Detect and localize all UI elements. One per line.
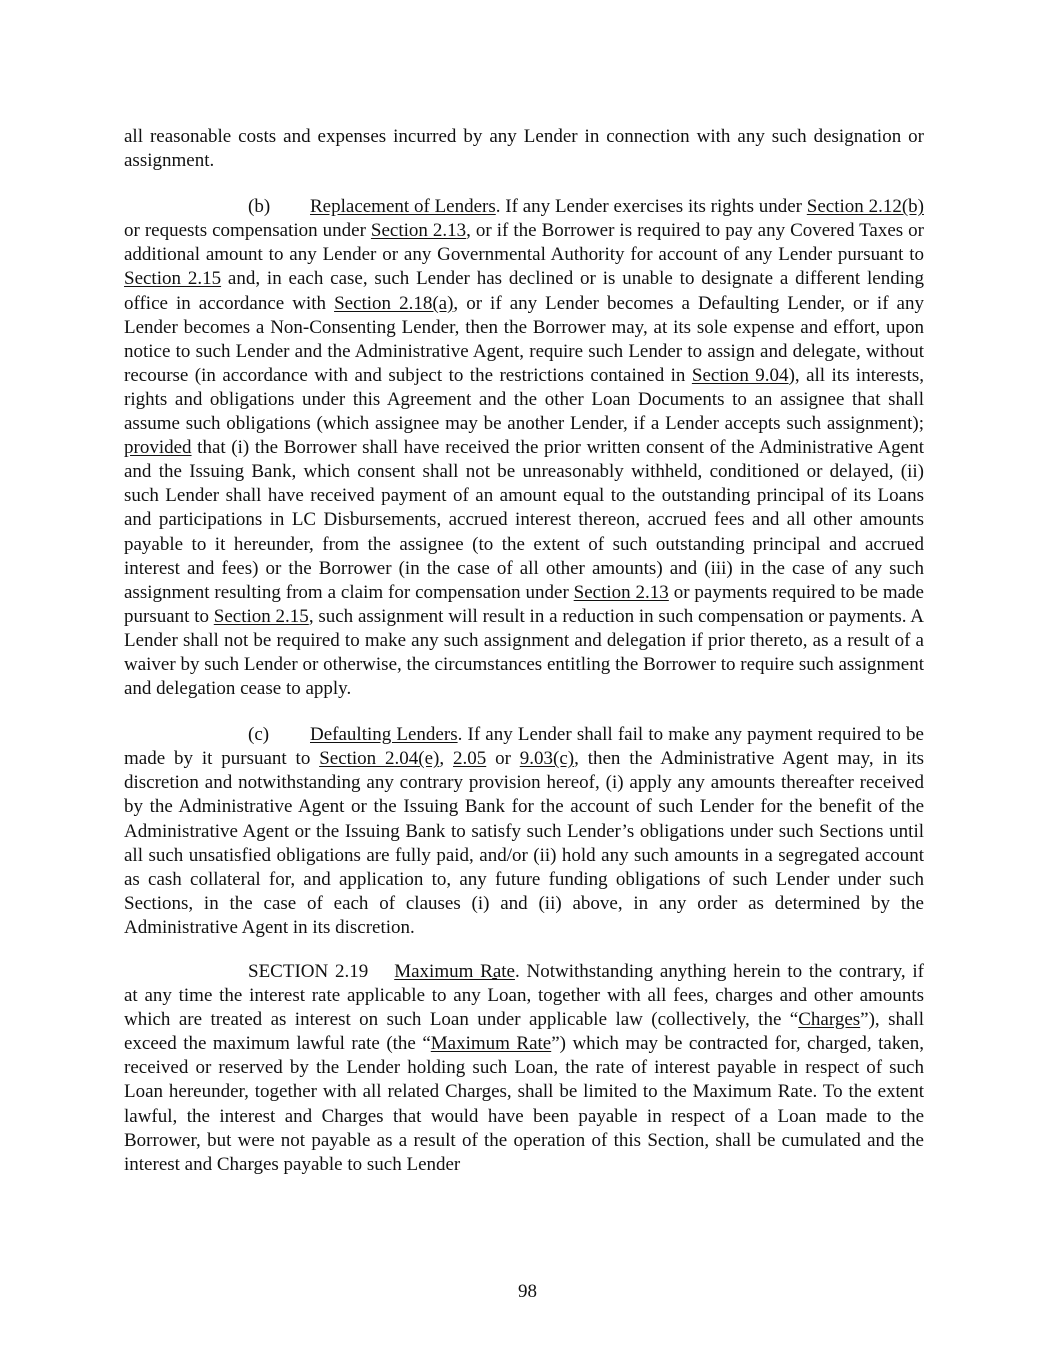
section-ref-2-15-second: Section 2.15 [213, 605, 309, 627]
section-tab-leader [368, 960, 394, 984]
section-ref-2-18-a: Section 2.18(a) [334, 292, 454, 314]
section-ref-2-12-b: Section 2.12(b) [806, 196, 924, 218]
page-number: 98 [518, 1281, 537, 1302]
section-ref-2-13: Section 2.13 [370, 220, 467, 242]
document-page [124, 125, 924, 1177]
heading-replacement-of-lenders: Replacement of Lenders [310, 196, 496, 218]
section-ref-2-15: Section 2.15 [124, 268, 222, 290]
section-ref-9-03-c: 9.03(c) [519, 748, 575, 770]
clause-label-c: (c) [248, 724, 270, 746]
section-ref-2-13-second: Section 2.13 [573, 581, 669, 603]
paragraph-b: (b) Replacement of Lenders. If any Lender exercises its rights under Section 2.12(b) or requests compensation under Section 2.13, or if the Borrower is required to pay any Covered Taxes or additional amount to any Lender or any Governmental Authority for account of any Lender pursuant to Section 2.15 and, in each case, such Lender has declined or is unable to designate a different lending office in accordance with Section 2.18(a), or if any Lender becomes a Defaulting Lender, or if any Lender becomes a Non-Consenting Lender, then the Borrower may, at its sole expense and effort, upon notice to such Lender and the Administrative Agent, require such Lender to assign and delegate, without recourse (in accordance with and subject to the restrictions contained in Section 9.04), all its interests, rights and obligations under this Agreement and the other Loan Documents to an assignee that shall assume such obligations (which assignee may be another Lender, if a Lender accepts such assignment); provided that (i) the Borrower shall have received the prior written consent of the Administrative Agent and the Issuing Bank, which consent shall not be unreasonably withheld, conditioned or delayed, (ii) such Lender shall have received payment of an amount equal to the outstanding principal of its Loans and participations in LC Disbursements, accrued interest thereon, accrued fees and all other amounts payable to it hereunder, from the assignee (to the extent of such outstanding principal and accrued interest and fees) or the Borrower (in the case of all other amounts) and (iii) in the case of any such assignment resulting from a claim for compensation under Section 2.13 or payments required to be made pursuant to Section 2.15, such assignment will result in a reduction in such compensation or payments. A Lender shall not be required to make any such assignment and delegation if prior thereto, as a result of a waiver by such Lender or otherwise, the circumstances entitling the Borrower to require such assignment and delegation cease to apply. [124, 196, 924, 700]
paragraph-c: (c) Defaulting Lenders. If any Lender shall fail to make any payment required to be made by it pursuant to Section 2.04(e), 2.05 or 9.03(c), then the Administrative Agent may, in its discretion and notwithstanding any contrary provision hereof, (i) apply any amounts thereafter received by the Administrative Agent or the Issuing Bank for the account of such Lender for the benefit of the Administrative Agent or the Issuing Bank to satisfy such Lender’s obligations under such Sections until all such unsatisfied obligations are fully paid, and/or (ii) hold any such amounts in a segregated account as cash collateral for, and application to, any future funding obligations of such Lender under such Sections, in the case of each of clauses (i) and (ii) above, in any order as determined by the Administrative Agent in its discretion. [124, 724, 925, 938]
section-2-19-paragraph: SECTION 2.19 Maximum Rate. Notwithstanding anything herein to the contrary, if at any time the interest rate applicable to any Loan, together with all fees, charges and other amounts which are treated as interest on such Loan under applicable law (collectively, the “Charges”), shall exceed the maximum lawful rate (the “Maximum Rate”) which may be contracted for, charged, taken, received or reserved by the Lender holding such Loan, the rate of interest payable in respect of such Loan hereunder, together with all related Charges, shall be limited to the Maximum Rate. To the extent lawful, the interest and Charges that would have been payable in respect of a Loan made to the Borrower, but were not payable as a result of the operation of this Section, shall be cumulated and the interest and Charges payable to such Lender [124, 961, 924, 1175]
defined-term-maximum-rate: Maximum Rate [430, 1033, 552, 1055]
section-number: SECTION 2.19 [248, 961, 369, 982]
intro-paragraph: all reasonable costs and expenses incurred by any Lender in connection with any such designation or assignment. [124, 126, 924, 172]
heading-maximum-rate: Maximum Rate [394, 961, 515, 982]
section-ref-9-04: Section 9.04 [691, 364, 789, 386]
clause-label-b: (b) [248, 196, 271, 218]
section-ref-2-05: 2.05 [452, 748, 487, 770]
section-ref-2-04-e: Section 2.04(e) [319, 748, 440, 770]
defined-term-charges: Charges [798, 1009, 861, 1031]
provided-term: provided [124, 437, 192, 459]
heading-defaulting-lenders: Defaulting Lenders [310, 724, 458, 746]
